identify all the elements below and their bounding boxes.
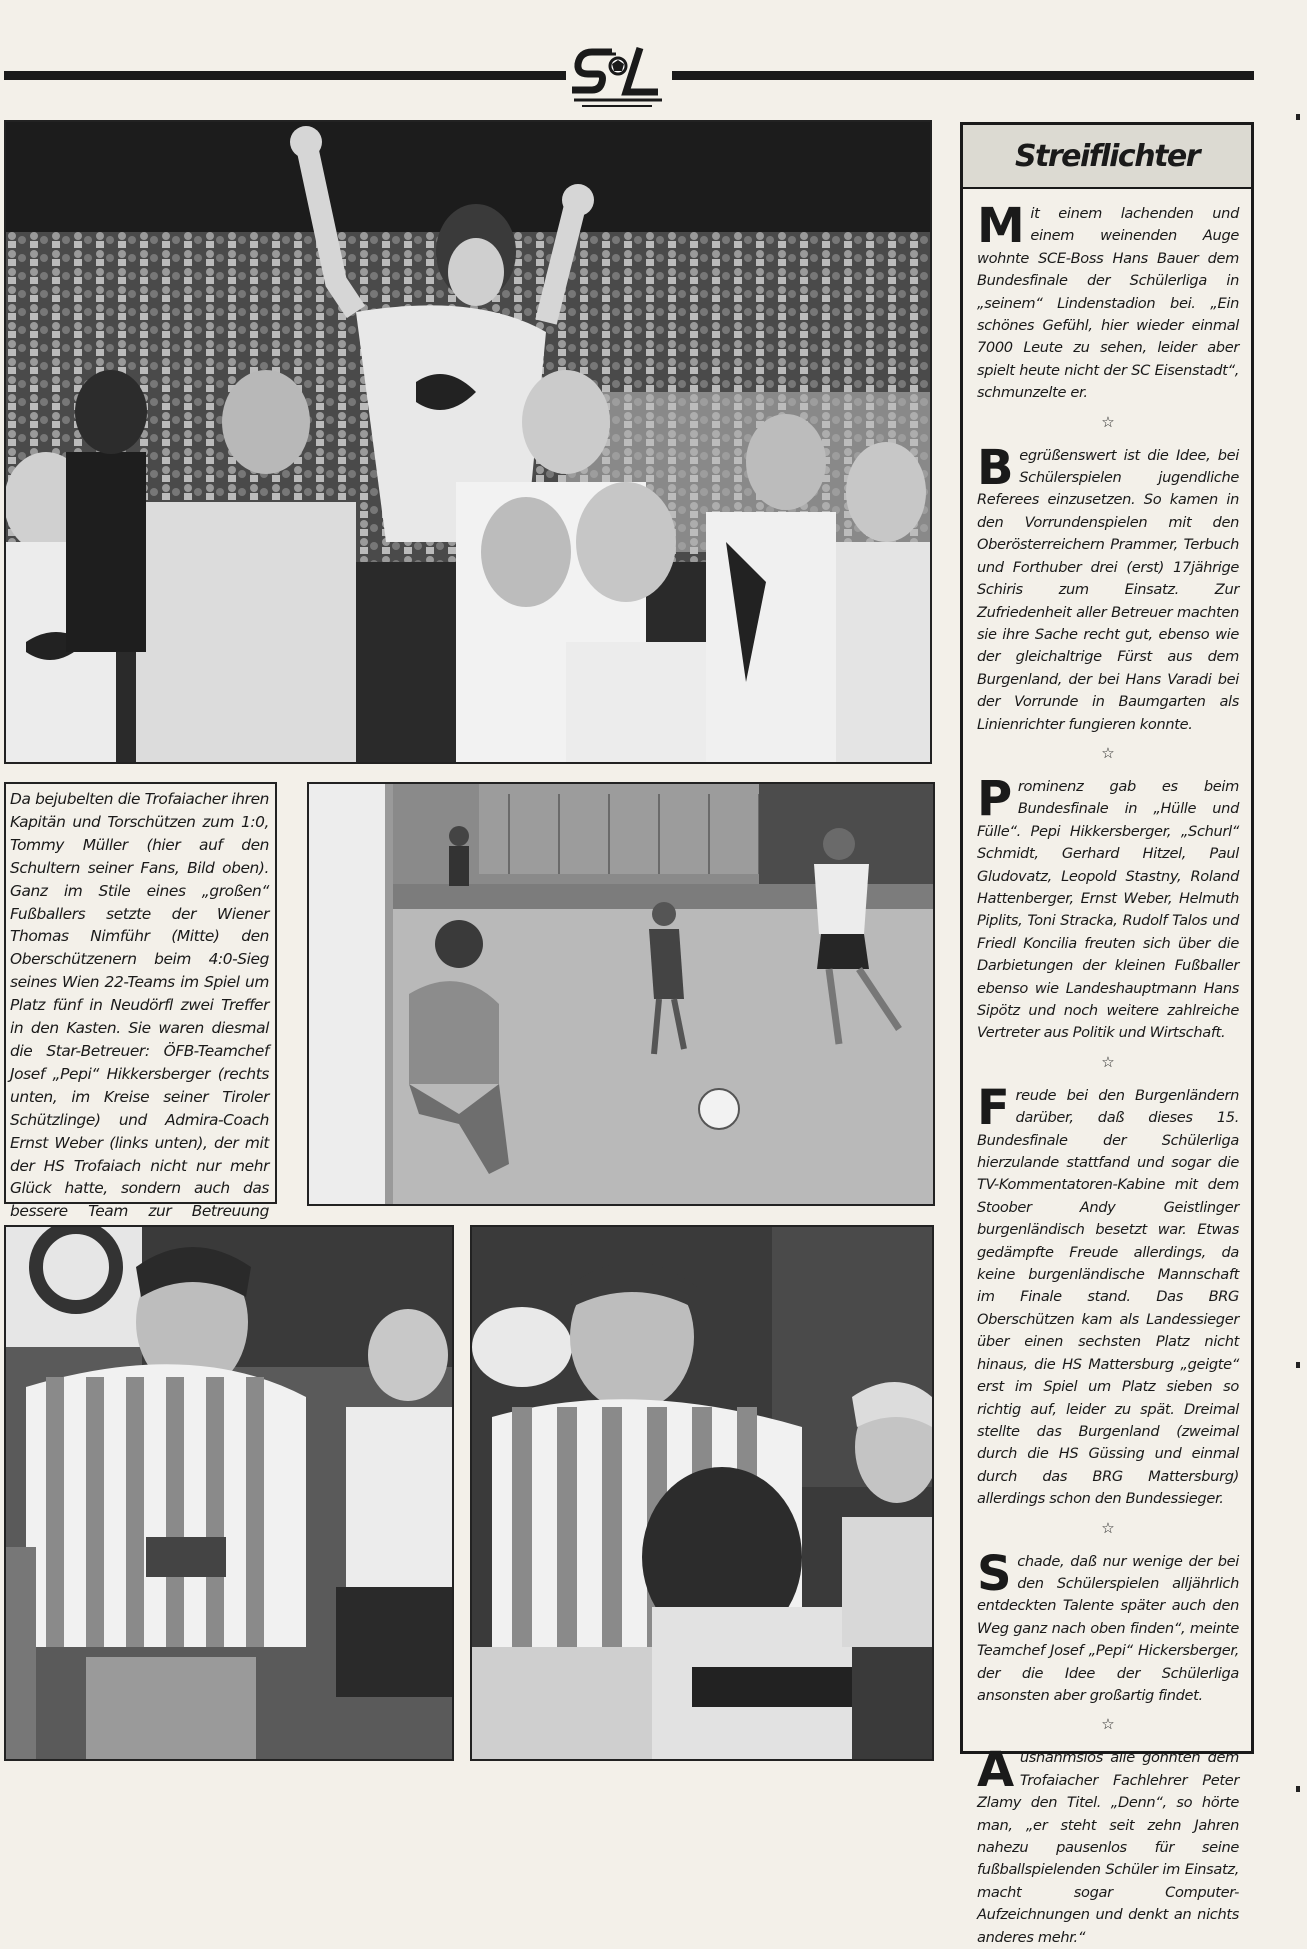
- celebration-photo: [4, 120, 932, 764]
- coach-weber-photo: [4, 1225, 454, 1761]
- paragraph-text: chade, daß nur wenige der bei den Schülerspielen alljährlich entdeckten Talente später auch den Weg ganz nach oben finden“, meinte Teamchef Josef „Pepi“ Hickersberger, der die Idee der Schülerliga ansonsten aber großartig findet.: [977, 1552, 1239, 1704]
- star-separator-icon: ☆: [1101, 1715, 1115, 1734]
- star-separator-icon: ☆: [1101, 412, 1115, 431]
- paragraph-text: usnahmslos alle gönnten dem Trofaiacher Fachlehrer Peter Zlamy den Titel. „Denn“, so hörte man, „er steht seit zehn Jahren nahezu pausenlos für seine fußballspielenden Schüler im Einsatz, macht sogar Computer-Aufzeichnungen und denkt an nichts anderes mehr.“: [977, 1749, 1239, 1946]
- edge-mark: [1296, 114, 1300, 120]
- drop-cap: F: [977, 1079, 1010, 1136]
- paragraph-text: rominenz gab es beim Bundesfinale in „Hülle und Fülle“. Pepi Hikkersberger, „Schurl“ Schmidt, Gerhard Hitzel, Paul Gludovatz, Leopold Stastny, Roland Hattenberger, Ernst Weber, Helmuth Piplits, Toni Stracka, Rudolf Talos und Friedl Koncilia freuten sich über die Darbietungen der kleinen Fußballer ebenso wie Landeshauptmann Hans Sipötz und noch weitere zahlreiche Vertreter aus Politik und Wirtschaft.: [977, 777, 1239, 1042]
- photo-caption: Da bejubelten die Trofaiacher ihren Kapitän und Torschützen zum 1:0, Tommy Müller (hier auf den Schultern seiner Fans, Bild oben). Ganz im Stile eines „großen“ Fußballers setzte der Wiener Thomas Nimführ (Mitte) den Oberschützenern beim 4:0-Sieg seines Wien 22-Teams im Spiel um Platz fünf in Neudörfl zwei Treffer in den Kasten. Sie waren diesmal die Star-Betreuer: ÖFB-Teamchef Josef „Pepi“ Hikkersberger (rechts unten, im Kreise seiner Tiroler Schützlinge) und Admira-Coach Ernst Weber (links unten), der mit der HS Trofaiach nicht nur mehr Glück hatte, sondern auch das bessere Team zur Betreuung: [4, 782, 277, 1204]
- edge-mark: [1296, 1362, 1300, 1368]
- star-separator-icon: ☆: [1101, 1052, 1115, 1071]
- drop-cap: P: [977, 770, 1012, 827]
- drop-cap: A: [977, 1742, 1014, 1799]
- goalkeeper-photo: [307, 782, 935, 1206]
- paragraph-text: egrüßenswert ist die Idee, bei Schülerspielen jugendliche Referees einzusetzen. So kamen in den Vorrundenspielen mit den Oberösterreichern Prammer, Terbuch und Forthuber drei (erst) 17jährige Schiris zum Einsatz. Zur Zufriedenheit aller Betreuer machten sie ihre Sache recht gut, ebenso wie der gleichaltrige Fürst aus dem Burgenland, der bei Hans Varadi bei der Vorrunde in Baumgarten als Linienrichter fungieren konnte.: [977, 446, 1239, 733]
- paragraph-text: it einem lachenden und einem weinenden Auge wohnte SCE-Boss Hans Bauer dem Bundesfinale der Schülerliga in „seinem“ Lindenstadion bei. „Ein schönes Gefühl, hier wieder einmal 7000 Leute zu sehen, leider aber spielt heute nicht der SC Eisenstadt“, schmunzelte er.: [977, 205, 1239, 402]
- teamchef-hickersberger-photo: [470, 1225, 934, 1761]
- sidebar-streiflichter: [960, 122, 1254, 1946]
- sidebar-paragraph: [977, 1742, 1239, 1949]
- masthead-rule-left: [4, 71, 566, 80]
- sidebar-paragraph: [977, 439, 1239, 736]
- sidebar-body: [963, 189, 1251, 1949]
- sidebar-paragraph: [977, 1545, 1239, 1708]
- sidebar-paragraph: [977, 770, 1239, 1045]
- sidebar-header: [963, 125, 1251, 189]
- drop-cap: M: [977, 198, 1025, 254]
- star-separator-icon: ☆: [1101, 1518, 1115, 1537]
- sidebar-title: Streiflichter: [1014, 138, 1200, 174]
- sl-logo: [572, 44, 668, 110]
- drop-cap: S: [977, 1545, 1012, 1602]
- sidebar-paragraph: [977, 198, 1239, 405]
- sidebar-paragraph: [977, 1079, 1239, 1511]
- drop-cap: B: [977, 439, 1014, 496]
- star-separator-icon: ☆: [1101, 743, 1115, 762]
- paragraph-text: reude bei den Burgenländern darüber, daß dieses 15. Bundesfinale der Schülerliga hierzulande stattfand und sogar die TV-Kommentatoren-Kabine mit dem Stoober Andy Geistlinger burgenländisch besetzt war. Etwas gedämpfte Freude allerdings, da keine burgenländische Mannschaft im Finale stand. Das BRG Oberschützen kam als Landessieger über einen sechsten Platz nicht hinaus, die HS Mattersburg „geigte“ erst im Spiel um Platz sieben so richtig auf, leider zu spät. Dreimal stellte das Burgenland (zweimal durch die HS Güssing und einmal durch das BRG Mattersburg) allerdings schon den Bundessieger.: [977, 1086, 1239, 1508]
- edge-mark: [1296, 1786, 1300, 1792]
- masthead-rule-right: [672, 71, 1254, 80]
